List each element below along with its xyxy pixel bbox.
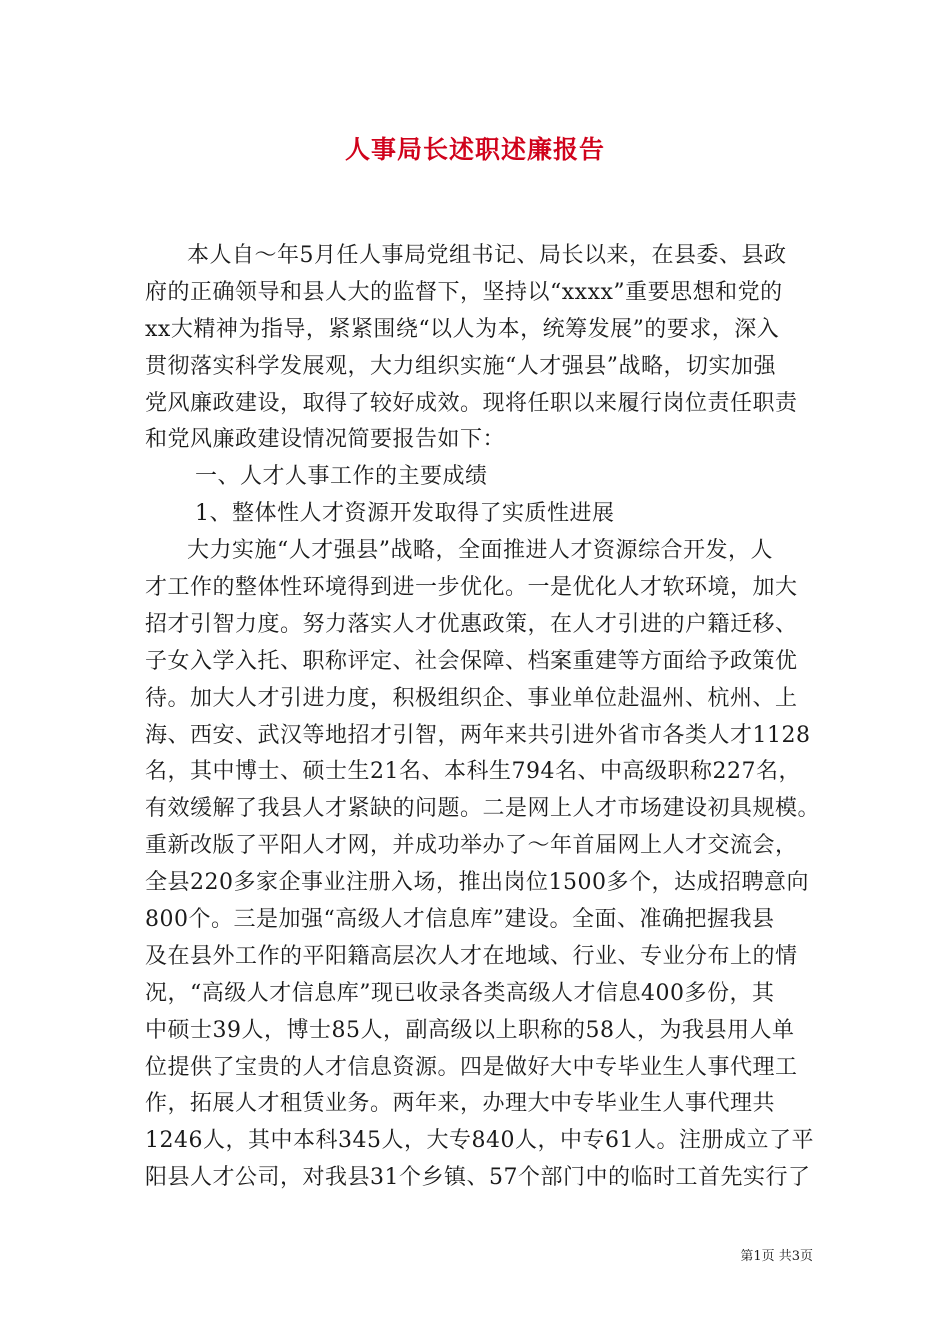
text-line: 及在县外工作的平阳籍高层次人才在地域、行业、专业分布上的情 bbox=[145, 943, 798, 969]
text-line: 才工作的整体性环境得到进一步优化。一是优化人才软环境，加大 bbox=[145, 575, 798, 601]
section-heading: 一、人才人事工作的主要成绩 bbox=[195, 464, 488, 490]
subsection-heading: 1、整体性人才资源开发取得了实质性进展 bbox=[195, 501, 615, 527]
text-line: 贯彻落实科学发展观，大力组织实施“人才强县”战略，切实加强 bbox=[145, 353, 776, 379]
text-line: 待。加大人才引进力度，积极组织企、事业单位赴温州、杭州、上 bbox=[145, 685, 798, 711]
text-line: 名，其中博士、硕士生21名、本科生794名、中高级职称227名， bbox=[145, 759, 801, 785]
text-line: 重新改版了平阳人才网，并成功举办了～年首届网上人才交流会， bbox=[145, 833, 798, 859]
text-line: 子女入学入托、职称评定、社会保障、档案重建等方面给予政策优 bbox=[145, 648, 798, 674]
text-line: 党风廉政建设，取得了较好成效。现将任职以来履行岗位责任职责 bbox=[145, 390, 798, 416]
text-line: 大力实施“人才强县”战略，全面推进人才资源综合开发，人 bbox=[187, 538, 773, 564]
text-line: 作，拓展人才租赁业务。两年来，办理大中专毕业生人事代理共 bbox=[145, 1091, 776, 1117]
document-body bbox=[145, 238, 835, 1197]
text-line: 阳县人才公司，对我县31个乡镇、57个部门中的临时工首先实行了 bbox=[145, 1165, 811, 1191]
text-line: 800个。三是加强“高级人才信息库”建设。全面、准确把握我县 bbox=[145, 907, 775, 933]
text-line: 有效缓解了我县人才紧缺的问题。二是网上人才市场建设初具规模。 bbox=[145, 796, 821, 822]
document-title: 人事局长述职述廉报告 bbox=[344, 135, 605, 164]
page-number-footer: 第1页 共3页 bbox=[740, 1249, 813, 1264]
text-line: 全县220多家企事业注册入场，推出岗位1500多个，达成招聘意向 bbox=[145, 870, 809, 896]
text-line: 况，“高级人才信息库”现已收录各类高级人才信息400多份，其 bbox=[145, 980, 775, 1006]
text-line: 招才引智力度。努力落实人才优惠政策，在人才引进的户籍迁移、 bbox=[145, 611, 798, 637]
text-line: 海、西安、武汉等地招才引智，两年来共引进外省市各类人才1128 bbox=[145, 722, 811, 748]
text-line: 和党风廉政建设情况简要报告如下： bbox=[145, 427, 506, 453]
text-line: 本人自～年5月任人事局党组书记、局长以来，在县委、县政 bbox=[187, 243, 787, 268]
text-line: xx大精神为指导，紧紧围绕“以人为本，统筹发展”的要求，深入 bbox=[145, 316, 780, 342]
text-line: 中硕士39人，博士85人，副高级以上职称的58人，为我县用人单 bbox=[145, 1017, 795, 1043]
text-line: 府的正确领导和县人大的监督下，坚持以“xxxx”重要思想和党的 bbox=[145, 279, 783, 305]
text-line: 位提供了宝贵的人才信息资源。四是做好大中专毕业生人事代理工 bbox=[145, 1054, 798, 1080]
text-line: 1246人，其中本科345人，大专840人，中专61人。注册成立了平 bbox=[145, 1128, 814, 1154]
